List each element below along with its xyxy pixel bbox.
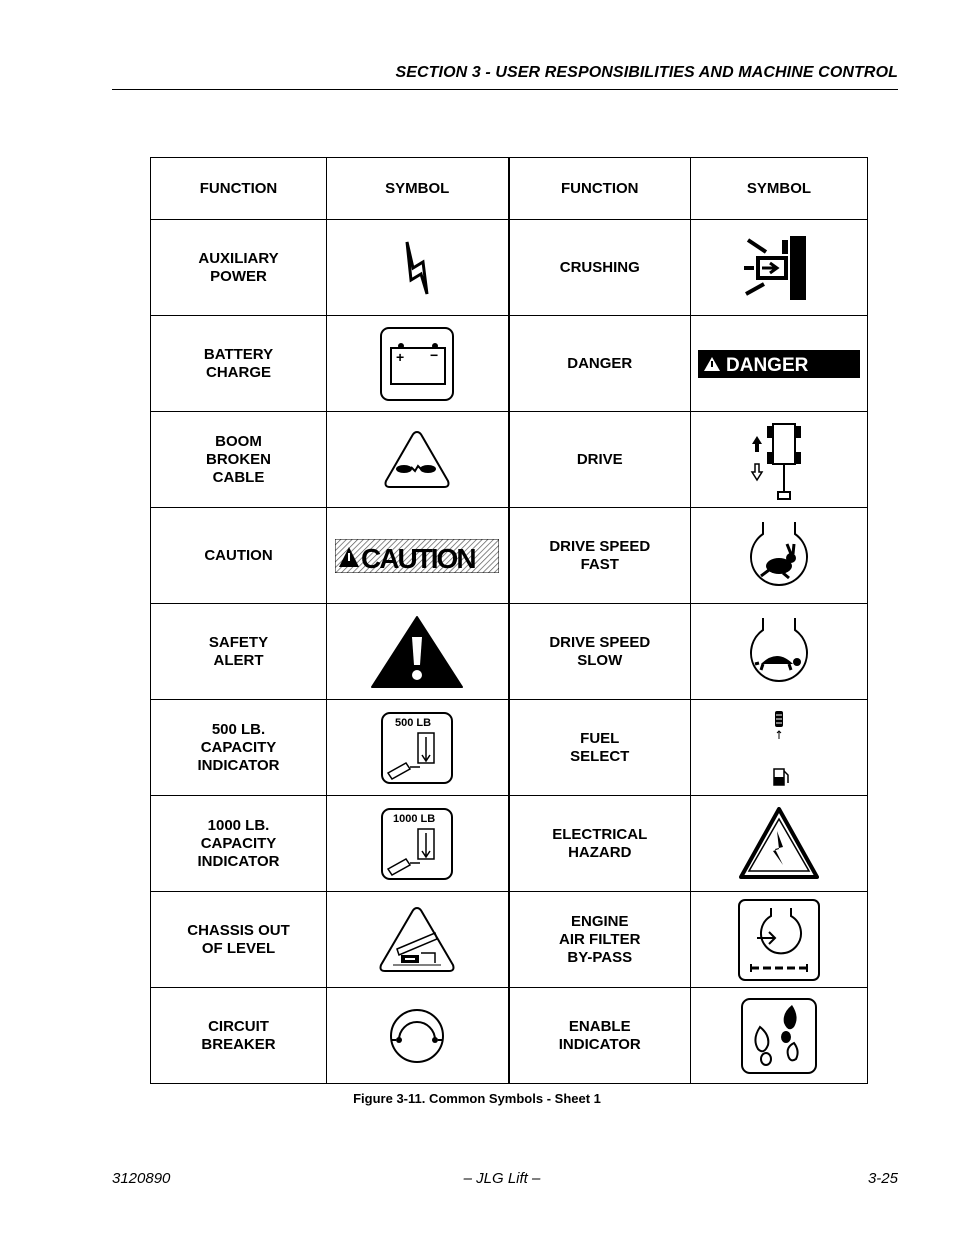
function-danger: DANGER bbox=[509, 316, 691, 412]
caution-label-icon bbox=[335, 539, 499, 573]
symbol-cell bbox=[691, 508, 868, 604]
symbol-cell bbox=[327, 604, 509, 700]
function-circuit-breaker: CIRCUIT BREAKER bbox=[151, 988, 327, 1084]
function-chassis-out-of-level: CHASSIS OUT OF LEVEL bbox=[151, 892, 327, 988]
table-row bbox=[151, 412, 868, 508]
symbol-cell bbox=[327, 220, 509, 316]
symbol-cell bbox=[327, 796, 509, 892]
symbol-cell bbox=[691, 412, 868, 508]
function-battery-charge: BATTERY CHARGE bbox=[151, 316, 327, 412]
column-header-function: FUNCTION bbox=[509, 158, 691, 220]
capacity-500-icon bbox=[380, 711, 454, 785]
drive-machine-icon bbox=[749, 418, 809, 502]
enable-footprints-icon bbox=[740, 997, 818, 1075]
crushing-hazard-icon bbox=[744, 230, 814, 306]
function-crushing: CRUSHING bbox=[509, 220, 691, 316]
symbol-cell bbox=[691, 796, 868, 892]
function-auxiliary-power: AUXILIARY POWER bbox=[151, 220, 327, 316]
footer-page-number: 3-25 bbox=[867, 1170, 898, 1187]
symbol-cell bbox=[327, 700, 509, 796]
figure-caption: Figure 3-11. Common Symbols - Sheet 1 bbox=[353, 1091, 601, 1106]
column-header-symbol: SYMBOL bbox=[691, 158, 868, 220]
battery-plus-label: + bbox=[396, 348, 405, 365]
section-title: SECTION 3 - USER RESPONSIBILITIES AND MACHINE CONTROL bbox=[395, 64, 898, 81]
function-caution: CAUTION bbox=[151, 508, 327, 604]
capacity-500-label: 500 LB bbox=[395, 716, 432, 729]
function-enable-indicator: ENABLE INDICATOR bbox=[509, 988, 691, 1084]
symbol-cell bbox=[327, 412, 509, 508]
rabbit-icon bbox=[747, 518, 811, 594]
function-safety-alert: SAFETY ALERT bbox=[151, 604, 327, 700]
turtle-icon bbox=[747, 614, 811, 690]
caution-label-text: CAUTION bbox=[361, 542, 475, 573]
column-header-symbol: SYMBOL bbox=[327, 158, 509, 220]
symbol-cell bbox=[691, 892, 868, 988]
battery-icon bbox=[379, 326, 455, 402]
function-500-lb-capacity-indicator: 500 LB. CAPACITY INDICATOR bbox=[151, 700, 327, 796]
function-fuel-select: FUEL SELECT bbox=[509, 700, 691, 796]
symbol-cell bbox=[691, 220, 868, 316]
table-row bbox=[151, 796, 868, 892]
symbol-cell bbox=[327, 316, 509, 412]
table-row bbox=[151, 316, 868, 412]
table-row bbox=[151, 604, 868, 700]
function-boom-broken-cable: BOOM BROKEN CABLE bbox=[151, 412, 327, 508]
electrical-hazard-icon bbox=[739, 807, 819, 881]
header-rule bbox=[112, 89, 898, 90]
air-filter-bypass-icon bbox=[737, 898, 821, 982]
table-header-row bbox=[151, 158, 868, 220]
footer-brand: – JLG Lift – bbox=[463, 1170, 541, 1187]
symbol-cell bbox=[327, 892, 509, 988]
danger-label-icon bbox=[698, 350, 860, 378]
battery-minus-label: − bbox=[430, 346, 439, 363]
function-engine-air-filter-by-pass: ENGINE AIR FILTER BY-PASS bbox=[509, 892, 691, 988]
function-1000-lb-capacity-indicator: 1000 LB. CAPACITY INDICATOR bbox=[151, 796, 327, 892]
table-row bbox=[151, 508, 868, 604]
table-row bbox=[151, 988, 868, 1084]
lightning-bolt-icon bbox=[397, 238, 437, 298]
broken-cable-triangle-icon bbox=[382, 429, 452, 491]
capacity-1000-icon bbox=[380, 807, 454, 881]
fuel-select-icon bbox=[764, 705, 794, 791]
safety-alert-triangle-icon bbox=[370, 615, 464, 689]
table-row bbox=[151, 700, 868, 796]
symbol-cell bbox=[327, 508, 509, 604]
table-row bbox=[151, 220, 868, 316]
danger-label-text: DANGER bbox=[726, 354, 809, 376]
symbol-cell bbox=[327, 988, 509, 1084]
footer-document-number: 3120890 bbox=[112, 1170, 171, 1187]
symbol-cell bbox=[691, 604, 868, 700]
capacity-1000-label: 1000 LB bbox=[393, 812, 436, 825]
function-drive: DRIVE bbox=[509, 412, 691, 508]
function-drive-speed-slow: DRIVE SPEED SLOW bbox=[509, 604, 691, 700]
function-electrical-hazard: ELECTRICAL HAZARD bbox=[509, 796, 691, 892]
circuit-breaker-icon bbox=[387, 1006, 447, 1066]
column-header-function: FUNCTION bbox=[151, 158, 327, 220]
symbol-cell bbox=[691, 988, 868, 1084]
symbol-cell bbox=[691, 700, 868, 796]
symbol-cell bbox=[691, 316, 868, 412]
function-drive-speed-fast: DRIVE SPEED FAST bbox=[509, 508, 691, 604]
table-row bbox=[151, 892, 868, 988]
common-symbols-table bbox=[150, 157, 868, 1084]
chassis-tilt-icon bbox=[377, 905, 457, 975]
